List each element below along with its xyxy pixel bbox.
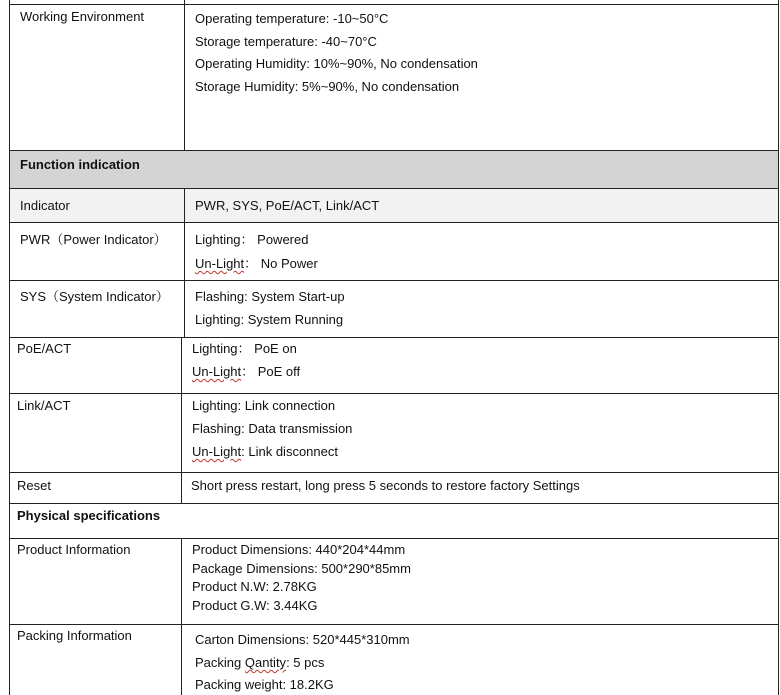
sys-label: SYS（System Indicator）: [20, 289, 169, 304]
storage-temperature: Storage temperature: -40~70°C: [195, 34, 377, 49]
column-divider: [181, 538, 182, 695]
link-unlight: [192, 444, 338, 460]
reset-label: Reset: [17, 478, 51, 493]
row-divider: [9, 280, 779, 281]
pwr-unlight-word: Un-Light: [195, 256, 245, 271]
packing-quantity-word: Qantity: [244, 655, 287, 670]
poe-unlight: [192, 364, 300, 380]
product-net-weight: Product N.W: 2.78KG: [192, 579, 317, 594]
product-information-label: Product Information: [17, 542, 131, 557]
packing-quantity-value: : 5 pcs: [286, 655, 325, 670]
table-right-border: [778, 0, 779, 695]
product-dimensions: Product Dimensions: 440*204*44mm: [192, 542, 406, 557]
row-divider: [9, 222, 779, 223]
link-flashing: Flashing: Data transmission: [192, 421, 353, 436]
row-divider: [9, 472, 779, 473]
packing-quantity: [195, 655, 324, 671]
poe-label: PoE/ACT: [17, 341, 72, 356]
sys-lighting: Lighting: System Running: [195, 312, 344, 327]
column-divider: [184, 0, 185, 150]
storage-humidity: Storage Humidity: 5%~90%, No condensation: [195, 79, 460, 94]
indicator-value: PWR, SYS, PoE/ACT, Link/ACT: [195, 198, 380, 213]
operating-temperature: Operating temperature: -10~50°C: [195, 11, 389, 26]
pwr-lighting: Lighting： Powered: [195, 232, 309, 247]
link-lighting: Lighting: Link connection: [192, 398, 336, 413]
link-label: Link/ACT: [17, 398, 71, 413]
product-gross-weight: Product G.W: 3.44KG: [192, 598, 318, 613]
row-divider: [9, 624, 779, 625]
sys-flashing: Flashing: System Start-up: [195, 289, 345, 304]
indicator-row: [9, 188, 778, 222]
working-environment-label: Working Environment: [20, 9, 145, 24]
poe-unlight-word: Un-Light: [192, 364, 242, 379]
physical-specifications-heading: Physical specifications: [17, 508, 161, 523]
pwr-unlight-text: ： No Power: [244, 256, 318, 271]
reset-value: Short press restart, long press 5 seconds to restore factory Settings: [191, 478, 580, 493]
pwr-unlight: [195, 256, 318, 272]
row-divider: [9, 150, 779, 151]
row-divider: [9, 337, 779, 338]
table-left-border: [9, 0, 10, 695]
package-dimensions: Package Dimensions: 500*290*85mm: [192, 561, 411, 576]
poe-unlight-text: ： PoE off: [241, 364, 301, 379]
row-divider: [9, 188, 779, 189]
indicator-label: Indicator: [20, 198, 70, 213]
column-divider: [184, 188, 185, 337]
link-unlight-word: Un-Light: [192, 444, 242, 459]
row-divider: [9, 503, 779, 504]
row-divider: [9, 538, 779, 539]
pwr-label: PWR（Power Indicator）: [20, 232, 167, 247]
poe-lighting: Lighting： PoE on: [192, 341, 297, 356]
row-divider: [9, 4, 779, 5]
packing-weight: Packing weight: 18.2KG: [195, 677, 334, 692]
packing-quantity-prefix: Packing: [195, 655, 245, 670]
carton-dimensions: Carton Dimensions: 520*445*310mm: [195, 632, 410, 647]
operating-humidity: Operating Humidity: 10%~90%, No condensation: [195, 56, 478, 71]
link-unlight-text: : Link disconnect: [241, 444, 338, 459]
function-indication-heading: Function indication: [20, 157, 140, 172]
column-divider: [181, 337, 182, 503]
packing-information-label: Packing Information: [17, 628, 132, 643]
row-divider: [9, 393, 779, 394]
